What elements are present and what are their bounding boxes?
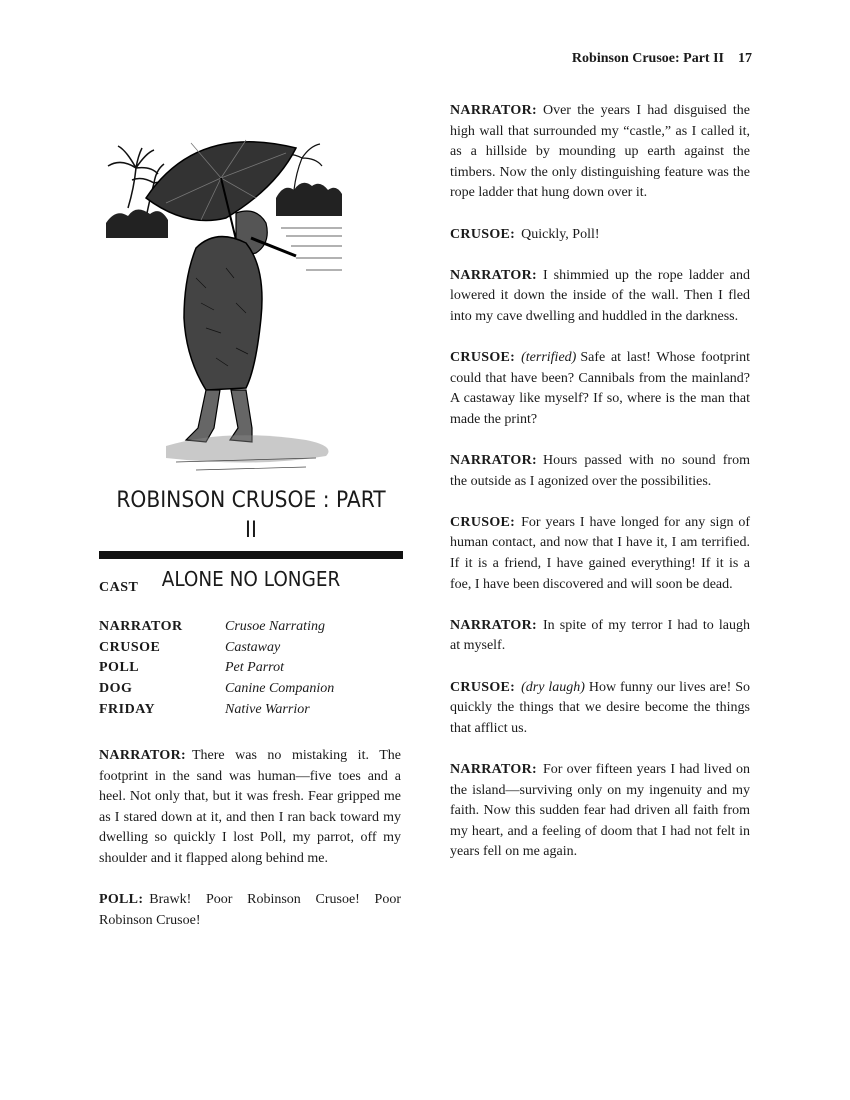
stage-direction: (dry laugh)	[521, 679, 585, 695]
cast-name: POLL	[99, 660, 140, 676]
dialogue-paragraph	[99, 890, 401, 931]
dialogue-text: There was no mistaking it. The footprint in the sand was human—five toes and a heel. Not only that, but it was fresh. Fear gripped me as I stared down at it, and then I ran back toward my dwelling so quickly I lost Poll, my parrot, off my shoulder and it flapped along behind me.	[99, 748, 401, 866]
play-title: ROBINSON CRUSOE : PART II	[116, 488, 386, 543]
dialogue-text: Brawk! Poor Robinson Crusoe! Poor Robinson Crusoe!	[99, 892, 401, 928]
dialogue-text: Safe at last! Whose footprint could that have been? Cannibals from the mainland? A castaway like myself? If so, where is the man that made the print?	[450, 350, 750, 427]
cast-role: Native Warrior	[225, 701, 310, 717]
cast-row	[99, 700, 401, 721]
speaker-label: NARRATOR:	[99, 748, 186, 763]
dialogue-paragraph	[450, 513, 750, 595]
dialogue-text: Quickly, Poll!	[521, 226, 600, 242]
cast-row	[99, 658, 401, 679]
speaker-label: CRUSOE:	[450, 514, 516, 530]
dialogue-paragraph	[450, 225, 750, 246]
dialogue-text: I shimmied up the rope ladder and lowered it down the inside of the wall. Then I fled into my cave dwelling and huddled in the darkness.	[450, 267, 750, 324]
speaker-label: NARRATOR:	[450, 267, 537, 283]
running-title: Robinson Crusoe: Part II	[571, 51, 724, 66]
dialogue-paragraph	[450, 451, 750, 492]
dialogue-text: In spite of my terror I had to laugh at myself.	[450, 617, 750, 654]
speaker-label: NARRATOR:	[450, 103, 537, 118]
left-column-dialogue	[99, 746, 401, 952]
dialogue-paragraph	[450, 616, 750, 657]
castaway-with-umbrella-illustration	[106, 128, 346, 478]
cast-role: Canine Companion	[225, 681, 335, 697]
cast-role: Crusoe Narrating	[225, 619, 325, 634]
dialogue-paragraph	[450, 348, 750, 430]
cast-heading: CAST	[99, 580, 139, 595]
cast-role: Pet Parrot	[225, 660, 284, 676]
dialogue-paragraph	[450, 760, 750, 863]
running-header	[572, 51, 752, 67]
cast-role: Castaway	[225, 639, 281, 655]
speaker-label: CRUSOE:	[450, 350, 516, 366]
dialogue-text: How funny our lives are! So quickly the things that we desire become the things that afflict us.	[450, 679, 750, 736]
cast-list	[99, 578, 401, 721]
speaker-label: NARRATOR:	[450, 453, 537, 469]
speaker-label: NARRATOR:	[450, 617, 537, 633]
title-divider	[99, 551, 403, 559]
dialogue-paragraph	[99, 746, 401, 870]
play-subtitle: ALONE NO LONGER	[161, 567, 341, 591]
dialogue-text: Over the years I had disguised the high wall that surrounded my “castle,” as I called it, as a hillside by mounding up earth against the timbers. Now the only distinguishing feature was the rope ladder that hung down over it.	[450, 103, 750, 201]
cast-name: DOG	[99, 681, 133, 697]
cast-name: NARRATOR	[99, 619, 183, 634]
cast-row	[99, 679, 401, 700]
page-number: 17	[738, 51, 752, 66]
stage-direction: (terrified)	[521, 350, 577, 366]
dialogue-paragraph	[450, 678, 750, 740]
right-column-dialogue	[450, 101, 750, 884]
dialogue-paragraph	[450, 101, 750, 204]
speaker-label: CRUSOE:	[450, 226, 516, 242]
speaker-label: CRUSOE:	[450, 679, 516, 695]
cast-name: CRUSOE	[99, 639, 161, 655]
cast-name: FRIDAY	[99, 701, 156, 717]
dialogue-text: Hours passed with no sound from the outside as I agonized over the possibilities.	[450, 453, 750, 489]
dialogue-text: For years I have longed for any sign of human contact, and now that I have it, I am terrified. If it is a friend, I have gained everything! If it is a foe, I have been discovered and will soon be dead.	[450, 514, 750, 592]
dialogue-text: For over fifteen years I had lived on the island—surviving only on my ingenuity and my faith. Now this sudden fear had driven all faith from my heart, and a feeling of doom that I had not felt in years fell on me again.	[450, 762, 750, 860]
speaker-label: NARRATOR:	[450, 762, 537, 777]
speaker-label: POLL:	[99, 892, 144, 908]
cast-row	[99, 638, 401, 659]
dialogue-paragraph	[450, 266, 750, 328]
title-block	[99, 486, 403, 593]
cast-row	[99, 617, 401, 638]
